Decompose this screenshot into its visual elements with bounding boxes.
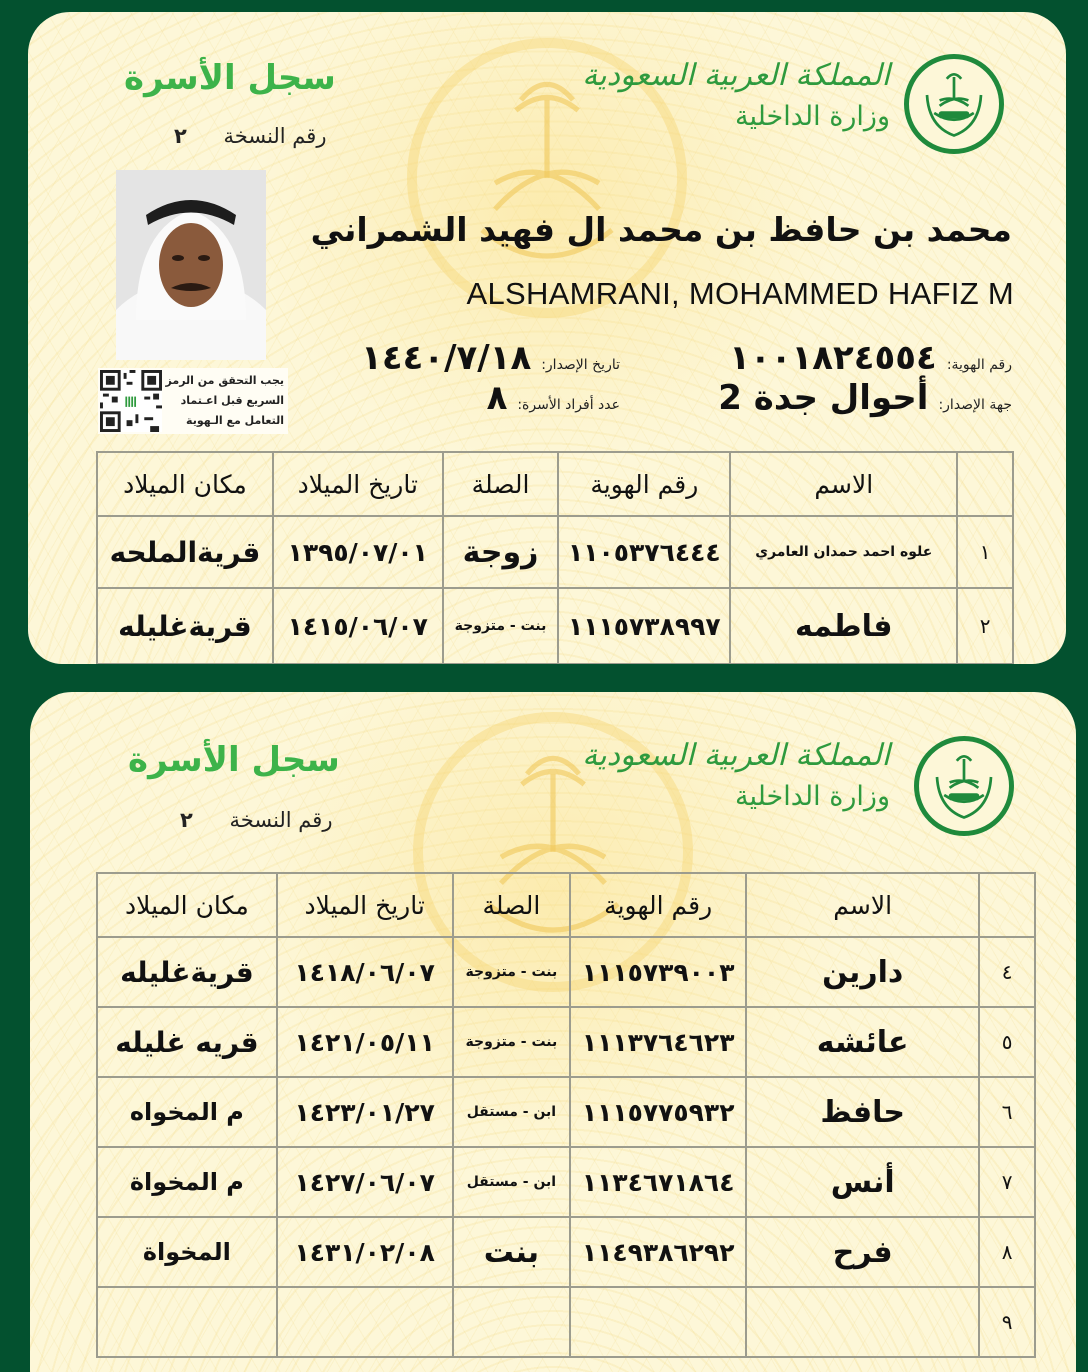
id-number-field xyxy=(729,338,1012,378)
copy-number-row xyxy=(174,124,326,148)
family-record-card-2 xyxy=(30,692,1076,1372)
cell-index: ٨ xyxy=(979,1217,1035,1287)
cell-dob: ١٤١٨/٠٦/٠٧ xyxy=(277,937,453,1007)
cell-birthplace: قريه غليله xyxy=(97,1007,277,1077)
copy-number-label: رقم النسخة xyxy=(223,124,327,148)
qr-code-icon[interactable] xyxy=(100,370,162,432)
header-id: رقم الهوية xyxy=(570,873,746,937)
header-birthplace: مكان الميلاد xyxy=(97,873,277,937)
cell-relation: بنت - متزوجة xyxy=(453,1007,571,1077)
cell-id: ١١١٥٧٧٥٩٣٢ xyxy=(570,1077,746,1147)
document-title: سجل الأسرة xyxy=(124,58,336,98)
cell-birthplace: م المخواه xyxy=(97,1077,277,1147)
cell-relation: بنت - متزوجة xyxy=(443,588,559,664)
family-members-table xyxy=(96,451,1014,664)
cell-dob: ١٤٢٧/٠٦/٠٧ xyxy=(277,1147,453,1217)
cell-index: ٦ xyxy=(979,1077,1035,1147)
cell-birthplace: م المخواة xyxy=(97,1147,277,1217)
qr-instruction-text xyxy=(162,371,288,431)
table-header-row xyxy=(97,873,1035,937)
qr-text-line: التعامل مع الـهوية xyxy=(186,414,284,427)
table-row xyxy=(97,588,1013,664)
cell-dob: ١٤٣١/٠٢/٠٨ xyxy=(277,1217,453,1287)
kingdom-name: المملكة العربية السعودية xyxy=(582,738,890,773)
table-row xyxy=(97,1007,1035,1077)
cell-name: حافظ xyxy=(746,1077,979,1147)
table-row xyxy=(97,1217,1035,1287)
header-id: رقم الهوية xyxy=(558,452,730,516)
header-name: الاسم xyxy=(730,452,957,516)
table-row xyxy=(97,516,1013,588)
copy-number-value: ٢ xyxy=(174,124,187,148)
header-dob: تاريخ الميلاد xyxy=(273,452,443,516)
cell-id: ١١١٥٧٣٩٠٠٣ xyxy=(570,937,746,1007)
issue-date-value: ١٤٤٠/٧/١٨ xyxy=(361,338,532,378)
cell-birthplace: المخواة xyxy=(97,1217,277,1287)
ministry-name: وزارة الداخلية xyxy=(735,781,890,812)
table-header-row xyxy=(97,452,1013,516)
issue-date-field xyxy=(361,338,620,378)
qr-text-line: السريع قبل اعـتماد xyxy=(180,394,284,407)
issuer-field xyxy=(718,378,1012,418)
header-relation: الصلة xyxy=(443,452,559,516)
cell-birthplace: قريةغليله xyxy=(97,937,277,1007)
table-row xyxy=(97,1077,1035,1147)
cell-relation: بنت - متزوجة xyxy=(453,937,571,1007)
copy-number-label: رقم النسخة xyxy=(229,808,333,832)
ministry-emblem-icon xyxy=(904,54,1004,154)
family-record-card-1 xyxy=(28,12,1066,664)
table-row xyxy=(97,937,1035,1007)
cell-dob: ١٤١٥/٠٦/٠٧ xyxy=(273,588,443,664)
cell-relation: زوجة xyxy=(443,516,559,588)
issuer-label: جهة الإصدار: xyxy=(938,397,1012,413)
cell-relation: ابن - مستقل xyxy=(453,1147,571,1217)
cell-index: ١ xyxy=(957,516,1013,588)
holder-name-arabic: محمد بن حافظ بن محمد ال فهيد الشمراني xyxy=(310,210,1012,249)
cell-id: ١١٤٩٣٨٦٢٩٢ xyxy=(570,1217,746,1287)
cell-index: ٧ xyxy=(979,1147,1035,1217)
cell-name: علوه احمد حمدان العامري xyxy=(730,516,957,588)
holder-photo xyxy=(116,170,266,360)
holder-name-english: ALSHAMRANI, MOHAMMED HAFIZ M xyxy=(466,276,1014,311)
cell-name: عائشه xyxy=(746,1007,979,1077)
header-name: الاسم xyxy=(746,873,979,937)
cell-birthplace: قريةالملحه xyxy=(97,516,273,588)
cell-name: فرح xyxy=(746,1217,979,1287)
cell-id: ١١١٥٧٣٨٩٩٧ xyxy=(558,588,730,664)
cell-name: أنس xyxy=(746,1147,979,1217)
cell-id: ١١٠٥٣٧٦٤٤٤ xyxy=(558,516,730,588)
header-relation: الصلة xyxy=(453,873,571,937)
cell-index: ٤ xyxy=(979,937,1035,1007)
ministry-name: وزارة الداخلية xyxy=(735,101,890,132)
cell-index: ٢ xyxy=(957,588,1013,664)
cell-dob: ١٤٢٣/٠١/٢٧ xyxy=(277,1077,453,1147)
ministry-emblem-icon xyxy=(914,736,1014,836)
cell-index: ٥ xyxy=(979,1007,1035,1077)
header-dob: تاريخ الميلاد xyxy=(277,873,453,937)
cell-relation: ابن - مستقل xyxy=(453,1077,571,1147)
ministry-header xyxy=(582,58,890,132)
ministry-header xyxy=(582,738,890,812)
kingdom-name: المملكة العربية السعودية xyxy=(582,58,890,93)
cell-index: ٩ xyxy=(979,1287,1035,1357)
qr-text-line: يجب التحقق من الرمز xyxy=(165,374,284,387)
family-members-field xyxy=(487,378,620,418)
id-number-value: ١٠٠١٨٢٤٥٥٤ xyxy=(729,338,937,378)
cell-id: ١١٣٤٦٧١٨٦٤ xyxy=(570,1147,746,1217)
header-birthplace: مكان الميلاد xyxy=(97,452,273,516)
cell-birthplace: قريةغليله xyxy=(97,588,273,664)
document-title: سجل الأسرة xyxy=(128,740,340,780)
qr-verification-block xyxy=(98,368,288,434)
cell-dob: ١٤٢١/٠٥/١١ xyxy=(277,1007,453,1077)
cell-name: دارين xyxy=(746,937,979,1007)
id-number-label: رقم الهوية: xyxy=(946,357,1012,373)
cell-name: فاطمه xyxy=(730,588,957,664)
cell-dob: ١٣٩٥/٠٧/٠١ xyxy=(273,516,443,588)
header-index xyxy=(957,452,1013,516)
table-row xyxy=(97,1147,1035,1217)
family-members-value: ٨ xyxy=(486,378,508,418)
family-members-table xyxy=(96,872,1036,1358)
cell-id: ١١١٣٧٦٤٦٢٣ xyxy=(570,1007,746,1077)
cell-relation: بنت xyxy=(453,1217,571,1287)
issue-date-label: تاريخ الإصدار: xyxy=(541,357,620,373)
family-members-label: عدد أفراد الأسرة: xyxy=(517,397,620,413)
copy-number-value: ٢ xyxy=(180,808,193,832)
header-index xyxy=(979,873,1035,937)
issuer-value: أحوال جدة 2 xyxy=(718,378,929,418)
copy-number-row xyxy=(180,808,332,832)
